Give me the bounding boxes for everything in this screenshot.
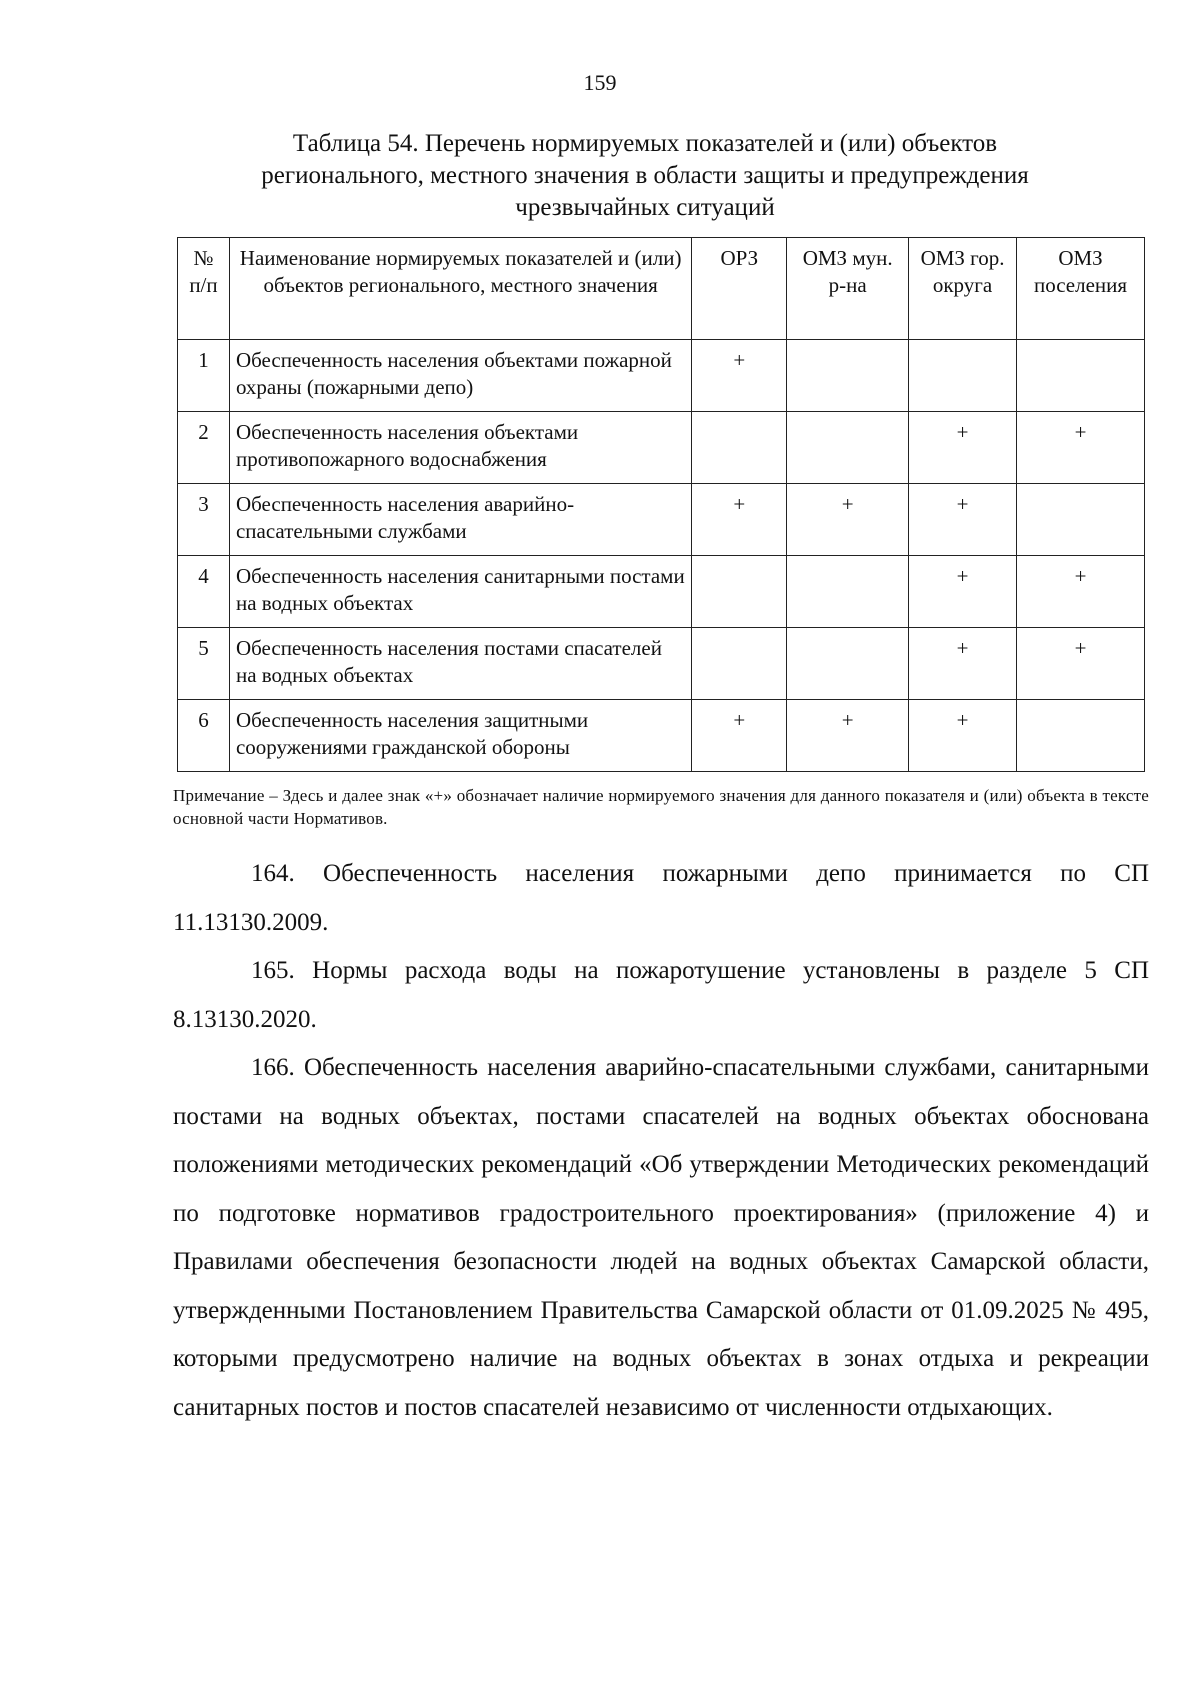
norms-table [177, 237, 1145, 772]
row-name: Обеспеченность населения постами спасателей на водных объектах [229, 628, 691, 700]
cell-omz-mun: + [787, 700, 909, 772]
paragraph-164: 164. Обеспеченность населения пожарными депо принимается по СП 11.13130.2009. [173, 860, 1149, 936]
page-number: 159 [583, 70, 617, 95]
row-name: Обеспеченность населения аварийно-спасательными службами [229, 484, 691, 556]
table-row [178, 484, 1145, 556]
table-row [178, 556, 1145, 628]
cell-orz [692, 628, 787, 700]
row-num: 2 [178, 412, 230, 484]
row-num: 4 [178, 556, 230, 628]
cell-omz-mun: + [787, 484, 909, 556]
cell-omz-pos: + [1017, 628, 1145, 700]
cell-orz [692, 556, 787, 628]
cell-omz-pos: + [1017, 412, 1145, 484]
cell-omz-pos: + [1017, 556, 1145, 628]
row-num: 1 [178, 340, 230, 412]
cell-omz-gor: + [909, 556, 1017, 628]
cell-orz [692, 412, 787, 484]
cell-omz-mun [787, 628, 909, 700]
header-omz-pos: ОМЗ поселения [1017, 238, 1145, 340]
row-num: 6 [178, 700, 230, 772]
header-orz: ОРЗ [692, 238, 787, 340]
row-name: Обеспеченность населения объектами противопожарного водоснабжения [229, 412, 691, 484]
cell-orz: + [692, 484, 787, 556]
paragraph-166: 166. Обеспеченность населения аварийно-спасательными службами, санитарными постами на водных объектах, постами спасателей на водных объектах обоснована положениями методических рекомендаций «Об утверждении Методических рекомендаций по подготовке нормативов градостроительного проектирования» (приложение 4) и Правилами обеспечения безопасности людей на водных объектах Самарской области, утвержденными Постановлением Правительства Самарской области от 01.09.2025 № 495, которыми предусмотрено наличие на водных объектах в зонах отдыха и рекреации санитарных постов и постов спасателей независимо от численности отдыхающих. [173, 1054, 1149, 1421]
cell-omz-mun [787, 556, 909, 628]
cell-omz-pos [1017, 340, 1145, 412]
row-num: 3 [178, 484, 230, 556]
paragraph-165: 165. Нормы расхода воды на пожаротушение установлены в разделе 5 СП 8.13130.2020. [173, 957, 1149, 1033]
cell-omz-mun [787, 340, 909, 412]
header-omz-mun: ОМЗ мун. р-на [787, 238, 909, 340]
table-row [178, 700, 1145, 772]
row-name: Обеспеченность населения объектами пожарной охраны (пожарными депо) [229, 340, 691, 412]
row-name: Обеспеченность населения защитными сооружениями гражданской обороны [229, 700, 691, 772]
cell-orz: + [692, 340, 787, 412]
cell-omz-gor: + [909, 412, 1017, 484]
table-title [170, 128, 1120, 224]
cell-omz-gor [909, 340, 1017, 412]
table-title-line-1: Таблица 54. Перечень нормируемых показателей и (или) объектов [292, 130, 998, 157]
table-header-row [178, 238, 1145, 340]
cell-omz-gor: + [909, 628, 1017, 700]
cell-omz-pos [1017, 484, 1145, 556]
table-row [178, 340, 1145, 412]
header-name: Наименование нормируемых показателей и (или) объектов регионального, местного значения [229, 238, 691, 340]
row-name: Обеспеченность населения санитарными постами на водных объектах [229, 556, 691, 628]
header-omz-gor: ОМЗ гор. округа [909, 238, 1017, 340]
cell-omz-mun [787, 412, 909, 484]
body-text [173, 850, 1149, 1432]
table-row [178, 628, 1145, 700]
cell-orz: + [692, 700, 787, 772]
table-title-line-2: регионального, местного значения в области защиты и предупреждения [261, 162, 1029, 189]
row-num: 5 [178, 628, 230, 700]
table-title-line-3: чрезвычайных ситуаций [515, 194, 775, 221]
cell-omz-pos [1017, 700, 1145, 772]
header-num: № п/п [178, 238, 230, 340]
table-row [178, 412, 1145, 484]
cell-omz-gor: + [909, 484, 1017, 556]
table-note: Примечание – Здесь и далее знак «+» обозначает наличие нормируемого значения для данного показателя и (или) объекта в тексте основной части Нормативов. [173, 786, 1149, 828]
cell-omz-gor: + [909, 700, 1017, 772]
